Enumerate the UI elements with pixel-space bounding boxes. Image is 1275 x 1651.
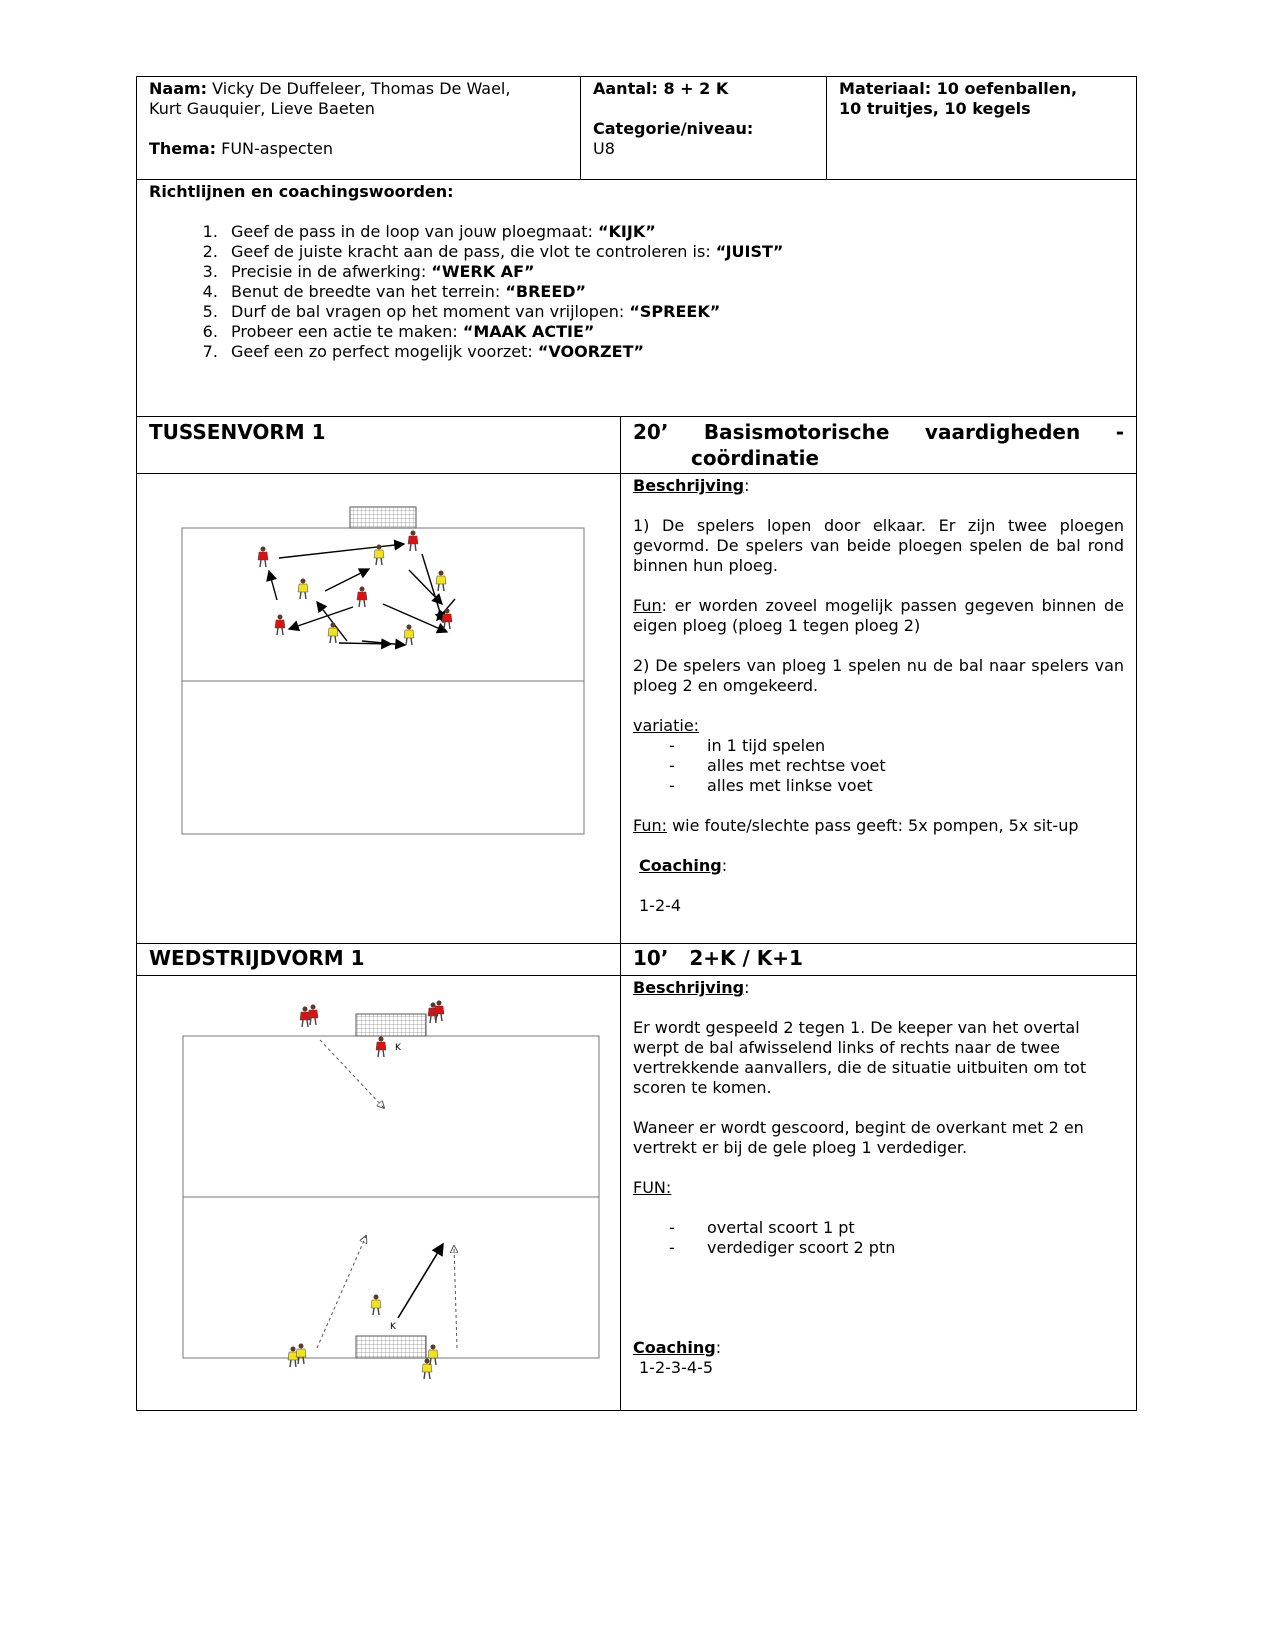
wedstrijdvorm-time: 10’ — [633, 946, 669, 970]
tussenvorm-label-cell — [137, 417, 621, 474]
player-icon — [436, 571, 446, 592]
richtlijnen-title: Richtlijnen en coachingswoorden: — [149, 182, 454, 201]
richtlijnen-row — [137, 180, 1137, 417]
list-item: 2. Geef de juiste kracht aan de pass, die vlot te controleren is: “JUIST” — [223, 242, 1124, 262]
tussenvorm-text-cell: Beschrijving: 1) De spelers lopen door elkaar. Er zijn twee ploegen gevormd. De spelers van beide ploegen spelen de bal rond binnen hun ploeg. Fun: er worden zoveel mogelijk passen gegeven binnen de eigen ploeg (ploeg 1 tegen ploeg 2) 2) De spelers van ploeg 1 spelen nu de bal naar spelers van ploeg 2 en omgekeerd. variatie: - in 1 tijd spelen - alles met rechtse voet - alles met linkse voet Fun: wie foute/slechte pass geeft: 5x pompen, 5x sit-up Coaching: 1-2-4 — [621, 474, 1137, 944]
goal-icon — [356, 1336, 426, 1358]
tussenvorm-time: 20’ — [633, 420, 669, 444]
player-icon — [376, 1037, 386, 1058]
tussenvorm-title-cell: 20’ Basismotorische vaardigheden - coördinatie — [621, 417, 1137, 474]
tussenvorm-body-row — [137, 474, 1137, 944]
wedstrijdvorm-title: 2+K / K+1 — [689, 946, 803, 970]
list-item: - alles met linkse voet — [669, 776, 873, 795]
naam-value: Vicky De Duffeleer, Thomas De Wael, — [212, 79, 511, 98]
list-item: - alles met rechtse voet — [669, 756, 886, 775]
list-item: 3. Precisie in de afwerking: “WERK AF” — [223, 262, 1124, 282]
categorie-label: Categorie/niveau: — [593, 119, 754, 138]
list-item: - verdediger scoort 2 ptn — [669, 1238, 896, 1257]
player-icon — [308, 1005, 318, 1026]
coaching-value: 1-2-4 — [639, 896, 682, 915]
list-item: 1. Geef de pass in de loop van jouw ploegmaat: “KIJK” — [223, 222, 1124, 242]
materiaal-cell: Materiaal: 10 oefenballen, 10 truitjes, 10 kegels — [827, 77, 1137, 180]
red-players — [258, 531, 452, 636]
list-item: 7. Geef een zo perfect mogelijk voorzet: “VOORZET” — [223, 342, 1124, 362]
coaching-value: 1-2-3-4-5 — [639, 1358, 713, 1377]
naam-value-2: Kurt Gauquier, Lieve Baeten — [149, 99, 375, 118]
tussenvorm-label: TUSSENVORM 1 — [149, 420, 326, 444]
wedstrijdvorm-diagram-cell — [137, 976, 621, 1411]
list-item: 4. Benut de breedte van het terrein: “BREED” — [223, 282, 1124, 302]
goal-icon — [356, 1014, 426, 1036]
richtlijnen-list — [149, 222, 1124, 362]
thema-value: FUN-aspecten — [221, 139, 333, 158]
goal-icon — [350, 507, 416, 528]
player-icon — [357, 587, 367, 608]
player-icon — [404, 625, 414, 646]
training-table — [136, 76, 1137, 1411]
player-icon — [296, 1344, 306, 1365]
player-icon — [298, 579, 308, 600]
keeper-mark: K — [395, 1043, 401, 1053]
wedstrijdvorm-label: WEDSTRIJDVORM 1 — [149, 946, 365, 970]
list-item: - overtal scoort 1 pt — [669, 1218, 855, 1237]
player-icon — [258, 547, 268, 568]
field-bottom-half — [182, 681, 584, 834]
list-item: 6. Probeer een actie te maken: “MAAK ACTIE” — [223, 322, 1124, 342]
list-item: 5. Durf de bal vragen op het moment van vrijlopen: “SPREEK” — [223, 302, 1124, 322]
aantal-cell — [581, 77, 827, 180]
tussenvorm-p1: 1) De spelers lopen door elkaar. Er zijn twee ploegen gevormd. De spelers van beide ploegen spelen de bal rond binnen hun ploeg. — [633, 516, 1125, 575]
keeper-mark: K — [390, 1322, 396, 1332]
coaching-label: Coaching — [639, 856, 722, 875]
tussenvorm-diagram — [137, 474, 621, 939]
training-sheet — [136, 76, 1136, 1411]
player-icon — [428, 1345, 438, 1366]
fun-label: FUN: — [633, 1178, 672, 1197]
header-row — [137, 77, 1137, 180]
aantal: Aantal: 8 + 2 K — [593, 79, 729, 98]
tussenvorm-diagram-cell — [137, 474, 621, 944]
tussenvorm-header-row — [137, 417, 1137, 474]
player-icon — [408, 531, 418, 552]
variatie-label: variatie: — [633, 716, 700, 735]
wedstrijdvorm-p2: Waneer er wordt gescoord, begint de overkant met 2 en vertrekt er bij de gele ploeg 1 verdediger. — [633, 1118, 1084, 1157]
naam-cell: Naam: Vicky De Duffeleer, Thomas De Wael, Kurt Gauquier, Lieve Baeten Thema: FUN-aspecten — [137, 77, 581, 180]
field-bottom-half — [183, 1197, 599, 1358]
wedstrijdvorm-header-row — [137, 944, 1137, 976]
player-icon — [275, 615, 285, 636]
list-item: - in 1 tijd spelen — [669, 736, 826, 755]
tussenvorm-p2: 2) De spelers van ploeg 1 spelen nu de bal naar spelers van ploeg 2 en omgekeerd. — [633, 656, 1125, 695]
wedstrijdvorm-body-row — [137, 976, 1137, 1411]
richtlijnen-cell — [137, 180, 1137, 417]
coaching-label: Coaching — [633, 1338, 716, 1357]
player-icon — [371, 1295, 381, 1316]
beschrijving-label: Beschrijving — [633, 476, 745, 495]
wedstrijdvorm-text-cell: Beschrijving: Er wordt gespeeld 2 tegen 1. De keeper van het overtal werpt de bal afwisselend links of rechts naar de twee vertrekkende aanvallers, die de situatie uitbuiten om tot scoren te komen. Waneer er wordt gescoord, begint de overkant met 2 en vertrekt er bij de gele ploeg 1 verdediger. FUN: - overtal scoort 1 pt - verdediger scoort 2 ptn Coaching: 1-2-3-4-5 — [621, 976, 1137, 1411]
wedstrijdvorm-p1: Er wordt gespeeld 2 tegen 1. De keeper van het overtal werpt de bal afwisselend links of rechts naar de twee vertrekkende aanvallers, die de situatie uitbuiten om tot scoren te komen. — [633, 1018, 1087, 1097]
beschrijving-label: Beschrijving — [633, 978, 745, 997]
field-top-half — [183, 1036, 599, 1197]
categorie-value: U8 — [593, 139, 615, 158]
wedstrijdvorm-diagram — [137, 976, 621, 1406]
player-icon — [328, 623, 338, 644]
